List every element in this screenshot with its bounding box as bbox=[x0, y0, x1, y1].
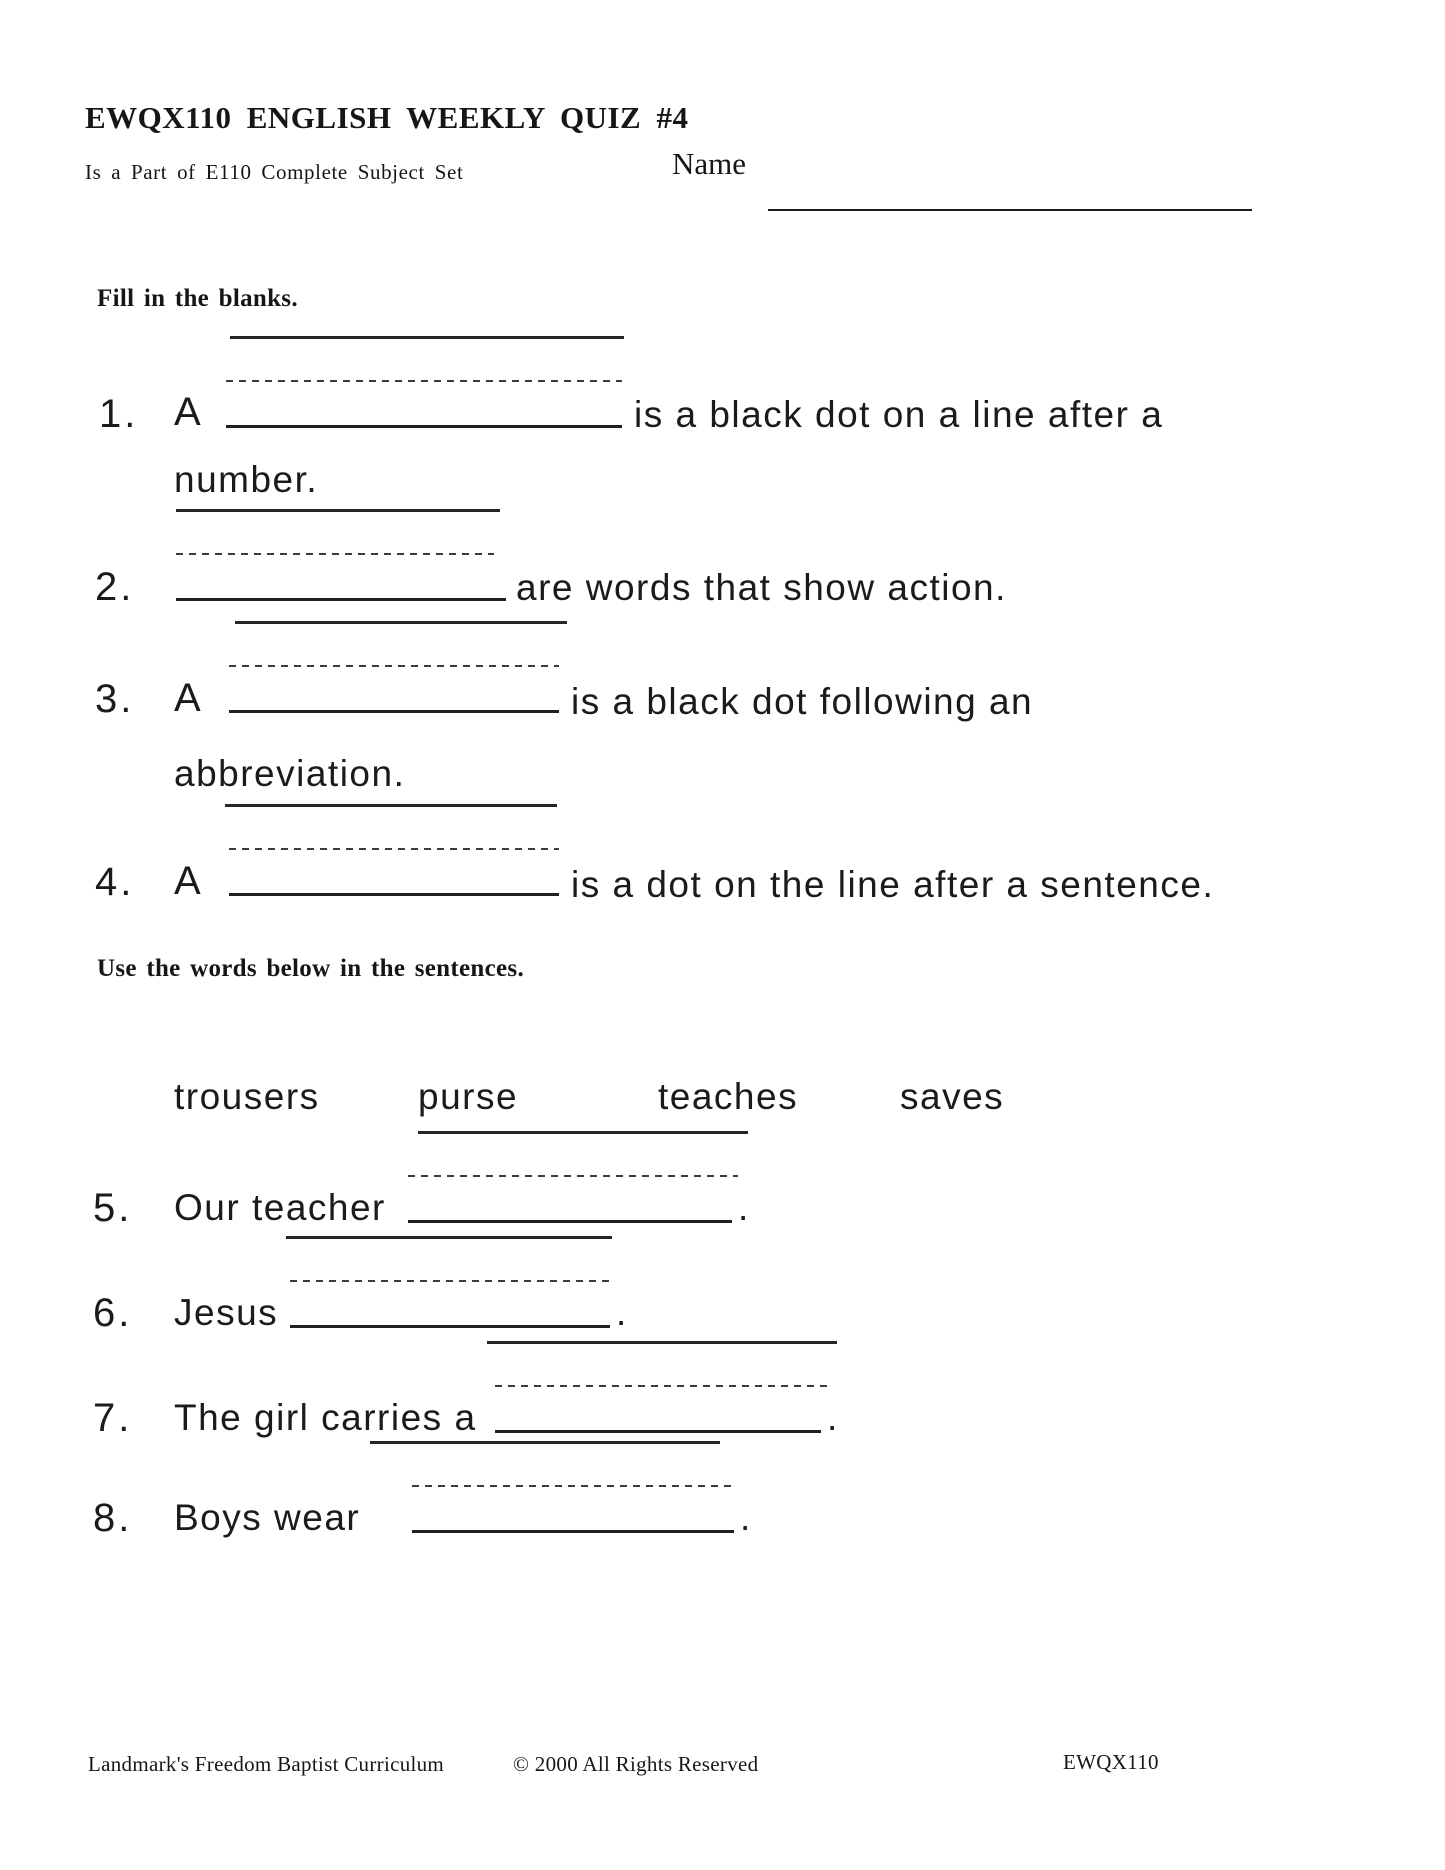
blank-dashed-line bbox=[226, 380, 622, 382]
blank-bottom-line bbox=[176, 598, 506, 601]
blank-dashed-line bbox=[229, 848, 559, 850]
question-number: 5. bbox=[93, 1186, 133, 1230]
blank-top-line bbox=[176, 509, 500, 512]
answer-blank bbox=[229, 804, 559, 896]
question-pre-text: Our teacher bbox=[174, 1187, 386, 1228]
question-number: 3. bbox=[95, 677, 135, 721]
page-subtitle: Is a Part of E110 Complete Subject Set bbox=[85, 160, 464, 184]
question-post-text: is a dot on the line after a sentence. bbox=[571, 864, 1215, 905]
question-post-text: is a black dot following an bbox=[571, 681, 1034, 722]
question-post-text: is a black dot on a line after a bbox=[634, 394, 1164, 435]
footer-publisher: Landmark's Freedom Baptist Curriculum bbox=[88, 1752, 445, 1776]
fill-section-heading: Fill in the blanks. bbox=[97, 285, 298, 312]
question-continuation: abbreviation. bbox=[174, 753, 406, 794]
word-bank-word: saves bbox=[900, 1076, 1005, 1117]
question-period: . bbox=[827, 1397, 839, 1438]
words-section-heading: Use the words below in the sentences. bbox=[97, 955, 524, 982]
question-pre-text: The girl carries a bbox=[174, 1397, 477, 1438]
answer-blank bbox=[290, 1236, 610, 1328]
question-number: 7. bbox=[93, 1396, 133, 1440]
blank-bottom-line bbox=[495, 1430, 821, 1433]
blank-bottom-line bbox=[229, 710, 559, 713]
answer-blank bbox=[412, 1441, 734, 1533]
question-period: . bbox=[738, 1187, 750, 1228]
footer-copyright: © 2000 All Rights Reserved bbox=[513, 1752, 759, 1776]
answer-blank bbox=[226, 336, 622, 428]
question-pre-text: A bbox=[174, 676, 203, 720]
word-bank-word: trousers bbox=[174, 1076, 320, 1117]
blank-bottom-line bbox=[408, 1220, 732, 1223]
answer-blank bbox=[495, 1341, 821, 1433]
answer-blank bbox=[408, 1131, 732, 1223]
question-pre-text: A bbox=[174, 859, 203, 903]
blank-dashed-line bbox=[176, 553, 494, 555]
answer-blank bbox=[176, 509, 506, 601]
word-bank-word: purse bbox=[418, 1076, 519, 1117]
question-number: 4. bbox=[95, 860, 135, 904]
blank-dashed-line bbox=[495, 1385, 831, 1387]
question-number: 1. bbox=[99, 392, 139, 436]
blank-dashed-line bbox=[412, 1485, 734, 1487]
blank-dashed-line bbox=[290, 1280, 610, 1282]
blank-top-line bbox=[370, 1441, 720, 1444]
question-pre-text: Jesus bbox=[174, 1292, 279, 1333]
blank-top-line bbox=[487, 1341, 837, 1344]
blank-bottom-line bbox=[229, 893, 559, 896]
blank-dashed-line bbox=[408, 1175, 738, 1177]
answer-blank bbox=[229, 621, 559, 713]
word-bank-word: teaches bbox=[658, 1076, 799, 1117]
question-number: 8. bbox=[93, 1496, 133, 1540]
blank-bottom-line bbox=[412, 1530, 734, 1533]
question-pre-text: A bbox=[174, 390, 203, 434]
blank-bottom-line bbox=[226, 425, 622, 428]
page-title: EWQX110 ENGLISH WEEKLY QUIZ #4 bbox=[85, 100, 689, 135]
blank-top-line bbox=[230, 336, 624, 339]
name-label: Name bbox=[672, 146, 747, 181]
blank-top-line bbox=[418, 1131, 748, 1134]
name-write-line bbox=[768, 209, 1252, 211]
question-period: . bbox=[740, 1497, 752, 1538]
blank-top-line bbox=[235, 621, 567, 624]
question-pre-text: Boys wear bbox=[174, 1497, 361, 1538]
question-number: 6. bbox=[93, 1291, 133, 1335]
question-number: 2. bbox=[95, 565, 135, 609]
footer-code: EWQX110 bbox=[1063, 1750, 1159, 1774]
question-continuation: number. bbox=[174, 459, 319, 500]
question-period: . bbox=[616, 1292, 628, 1333]
blank-top-line bbox=[286, 1236, 612, 1239]
question-post-text: are words that show action. bbox=[516, 567, 1007, 608]
blank-top-line bbox=[225, 804, 557, 807]
blank-dashed-line bbox=[229, 665, 559, 667]
blank-bottom-line bbox=[290, 1325, 610, 1328]
